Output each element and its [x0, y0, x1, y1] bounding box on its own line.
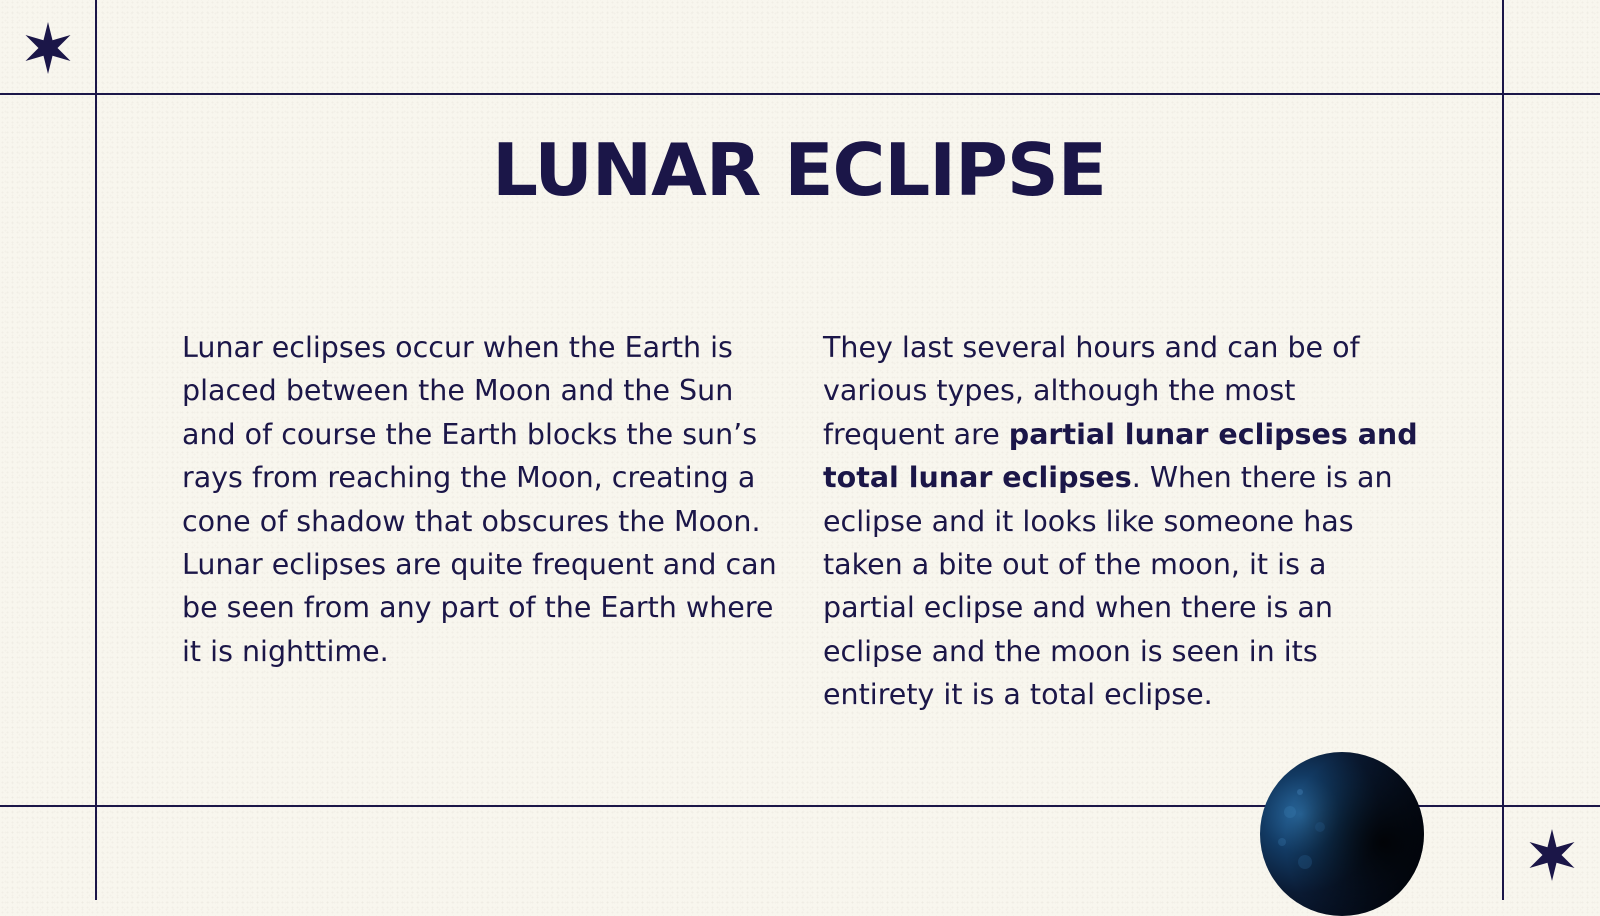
top-divider: [0, 93, 1600, 95]
star-icon: [1526, 829, 1578, 881]
right-paragraph: [823, 326, 1423, 717]
left-paragraph: Lunar eclipses occur when the Earth is placed between the Moon and the Sun and of course the Earth blocks the sun’s rays from reaching the Moon, creating a cone of shadow that obscures the Moon. Lunar eclipses are quite frequent and can be seen from any part of the Earth where it is nighttime.: [182, 331, 777, 668]
right-paragraph-text-start: They last several hours and can be of various types, although the most frequent are: [823, 331, 1360, 451]
moon-image: [1260, 752, 1424, 916]
right-paragraph-bold-text: partial lunar eclipses and total lunar eclipses: [823, 417, 1418, 495]
slide-title: LUNAR ECLIPSE: [492, 128, 1106, 212]
right-divider: [1502, 0, 1504, 900]
star-icon: [22, 22, 74, 74]
right-paragraph-text-end: . When there is an eclipse and it looks like someone has taken a bite out of the moon, it is a partial eclipse and when there is an eclipse and the moon is seen in its entirety it is a total eclipse.: [823, 461, 1393, 712]
